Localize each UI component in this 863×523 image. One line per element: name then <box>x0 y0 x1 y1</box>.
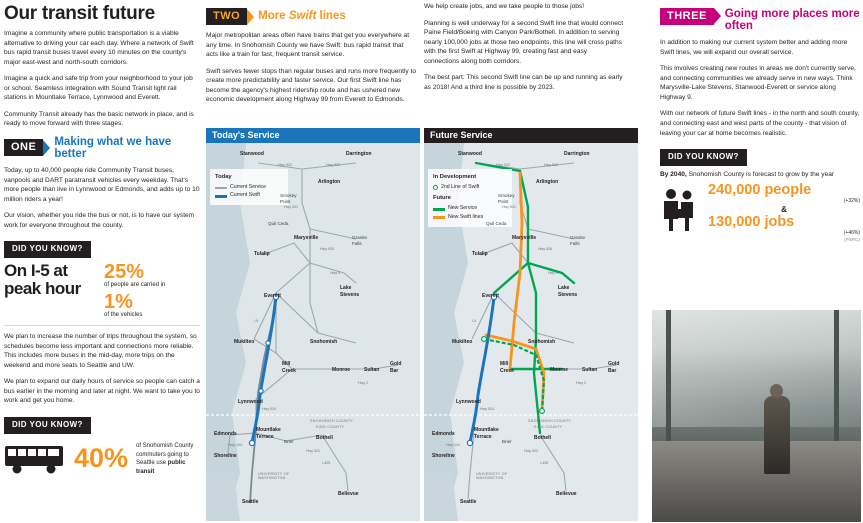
map-city-bellevue: Bellevue <box>338 491 359 497</box>
i5-stat-percent-1: 1% <box>104 290 133 313</box>
fmap-city-smokey-point: Smokey Point <box>498 193 515 205</box>
fmap-i5-label: I-5 <box>472 319 477 323</box>
fmap-city-stanwood: Stanwood <box>458 151 482 157</box>
future-legend-label-0: 2nd Line of Swift <box>441 183 480 190</box>
future-legend-title-2: Future <box>433 195 452 202</box>
fmap-city-tulalip: Tulalip <box>472 251 488 257</box>
map-section <box>206 128 638 521</box>
fmap-hwy-530: Hwy 530 <box>544 163 558 167</box>
section-one-title: Making what we have better <box>54 135 172 160</box>
growth-people-note: (+32%) <box>843 197 860 204</box>
fmap-city-mill-creek: Mill Creek <box>500 361 514 374</box>
future-legend-label-1: New Service <box>448 205 478 212</box>
fmap-city-sultan: Sultan <box>582 367 598 373</box>
i5-stat-line-1: On I-5 at <box>4 261 68 281</box>
future-service-map-canvas[interactable] <box>424 143 638 521</box>
i5-stat-text-1: of people are carried in <box>104 282 166 289</box>
section-three-arrow-icon <box>714 8 721 24</box>
today-legend-item-1 <box>215 192 283 200</box>
photo-glass-shelter <box>652 310 861 427</box>
fmap-city-mountlake-terrace: Mountlake Terrace <box>474 427 499 440</box>
fmap-city-arlington: Arlington <box>536 179 559 185</box>
section-one-number: ONE <box>4 139 43 156</box>
map-city-lake-stevens: Lake Stevens <box>340 285 360 298</box>
today-legend-item-0 <box>215 184 283 192</box>
column-three <box>424 2 624 99</box>
map-city-brier: Brier <box>284 439 294 444</box>
map-city-mukilteo: Mukilteo <box>234 339 255 345</box>
todays-service-header: Today's Service <box>206 128 420 144</box>
map-city-sultan: Sultan <box>364 367 380 373</box>
section-two-heading <box>206 8 416 25</box>
section-one-heading <box>4 136 200 160</box>
fmap-uw-label: UNIVERSITY OF WASHINGTON <box>476 472 508 480</box>
future-legend-item-1 <box>433 205 507 213</box>
second-swift-dot-icon <box>433 185 438 190</box>
future-service-header: Future Service <box>424 128 638 144</box>
fmap-city-granite-falls: Granite Falls <box>570 235 586 247</box>
section-two-paragraph-2: Swift serves fewer stops than regular buses and runs more frequently to create more predictability and faster service. Our first Swift line has become the agency's highest ridership route and has ushered new economic development along Highway 99 from Everett to Edmonds. <box>206 67 417 104</box>
section-two-title <box>258 10 346 22</box>
section-two-paragraph-3: We help create jobs, and we take people to those jobs! <box>424 3 585 10</box>
fmap-city-lynnwood: Lynnwood <box>456 399 481 405</box>
i5-stat-block <box>4 262 200 319</box>
section-two-arrow-icon <box>247 9 254 25</box>
map-city-edmonds: Edmonds <box>214 431 237 437</box>
map-city-tulalip: Tulalip <box>254 251 270 257</box>
intro-paragraph-1: Imagine a community where public transportation is a viable alternative to driving your car each day. Where a network of Swift bus rapid transit buses travel every 10 minutes on the county's major east-west and north-south corridors. <box>4 30 194 66</box>
fmap-city-snohomish: Snohomish <box>528 339 556 345</box>
fmap-city-edmonds: Edmonds <box>432 431 455 437</box>
growth-stat-block <box>660 183 860 236</box>
fmap-king-county-label: KING COUNTY <box>534 425 563 429</box>
fmap-hwy-522: Hwy 522 <box>524 449 538 453</box>
today-legend-label-1: Current Swift <box>230 192 260 199</box>
map-city-lynnwood: Lynnwood <box>238 399 263 405</box>
fmap-city-brier: Brier <box>502 439 512 444</box>
future-service-map <box>424 128 638 521</box>
today-legend-label-0: Current Service <box>230 183 267 190</box>
section-one-paragraph-4: We plan to expand our daily hours of service so people can catch a bus earlier in the morning and later at night. We want to take you to work and get you home. <box>4 378 200 405</box>
map-city-granite-falls: Granite Falls <box>352 235 368 247</box>
fmap-hwy-104: Hwy 104 <box>446 443 460 447</box>
fmap-hwy-2: Hwy 2 <box>576 381 586 385</box>
column-two <box>206 2 416 112</box>
fmap-city-everett: Everett <box>482 293 499 299</box>
section-three-number: THREE <box>660 8 714 25</box>
map-city-seattle: Seattle <box>242 499 259 505</box>
todays-service-map-canvas[interactable] <box>206 143 420 521</box>
map-hwy-532: Hwy 532 <box>278 163 292 167</box>
map-city-smokey-point: Smokey Point <box>280 193 297 205</box>
growth-source: (PSRC) <box>844 236 860 242</box>
section-three-paragraph-2: This involves creating new routes in areas we don't currently serve, and connecting communities we already serve in new ways. Think Marysville-Lake Stevens, Stanwood-Everett or service along Highway 9. <box>660 65 856 101</box>
map-city-mountlake-terrace: Mountlake Terrace <box>256 427 281 440</box>
fmap-hwy-528: Hwy 528 <box>538 247 552 251</box>
fmap-city-seattle: Seattle <box>460 499 477 505</box>
transit-percent-40: 40% <box>74 443 129 474</box>
transit-stat-text-bold: public transit <box>136 460 186 476</box>
section-two-paragraph-5: The best part: This second Swift line can be up and running as early as 2018! And a third line is possible by 2023. <box>424 74 623 91</box>
transit-stat-text: of Snohomish County commuters going to Seattle use <box>136 442 194 467</box>
map-city-quil-ceda: Quil Ceda <box>268 221 289 226</box>
growth-amp: & <box>781 204 787 214</box>
growth-people-stat: 240,000 people <box>708 182 812 199</box>
today-legend-title: Today <box>215 174 232 180</box>
map-hwy-524: Hwy 524 <box>262 407 276 411</box>
growth-jobs-note: (+46%) <box>843 229 860 236</box>
fmap-hwy-524: Hwy 524 <box>480 407 494 411</box>
section-two-title-pre: More <box>258 10 289 23</box>
fmap-city-bothell: Bothell <box>534 435 551 441</box>
section-three-paragraph-3: With our network of future Swift lines - in the north and south county, and connecting east and west parts of the county - that vision of leaving your car at home becomes realistic. <box>660 110 860 137</box>
section-three-title: Going more places more often <box>724 8 860 33</box>
map-uw-label: UNIVERSITY OF WASHINGTON <box>258 472 290 480</box>
section-one-arrow-icon <box>43 140 50 156</box>
i5-stat-line-2: peak hour <box>4 278 81 298</box>
column-four <box>660 2 860 243</box>
current-service-swatch-icon <box>215 187 227 189</box>
map-hwy-528: Hwy 528 <box>320 247 334 251</box>
map-city-darrington: Darrington <box>346 151 372 157</box>
section-three-heading <box>660 8 860 32</box>
new-swift-swatch-icon <box>433 216 445 219</box>
bus-stop-photo <box>652 310 861 522</box>
growth-lead <box>660 170 860 180</box>
map-city-monroe: Monroe <box>332 367 351 373</box>
intro-paragraph-2: Imagine a quick and safe trip from your neighborhood to your job or school. Seamless integration with Sound Transit light rail stations in Mountlake Terrace, Lynnwood and Everett. <box>4 75 193 102</box>
current-swift-swatch-icon <box>215 195 227 198</box>
map-city-mill-creek: Mill Creek <box>282 361 296 374</box>
section-one-paragraph-3: We plan to increase the number of trips throughout the system, so schedules become less important and connections more reliable. This includes more buses in the mid-day, more trips on the weekend and more seats to Seattle and UW. <box>4 333 197 369</box>
future-legend-title-1: In Development <box>433 174 477 180</box>
map-hwy-531: Hwy 531 <box>284 205 298 209</box>
map-city-bothell: Bothell <box>316 435 333 441</box>
today-map-legend <box>210 169 288 205</box>
people-icon <box>660 187 700 233</box>
i5-stat-percent-25: 25% <box>104 261 145 284</box>
map-hwy-104: Hwy 104 <box>228 443 242 447</box>
todays-service-map <box>206 128 420 521</box>
section-two-title-swift: Swift <box>288 10 317 23</box>
fmap-hwy-532: Hwy 532 <box>496 163 510 167</box>
section-one-paragraph-2: Our vision, whether you ride the bus or not, is to have our system work for everyone throughout the county. <box>4 212 195 229</box>
photo-person-body <box>764 396 790 474</box>
fmap-city-bellevue: Bellevue <box>556 491 577 497</box>
bus-icon <box>4 442 66 476</box>
map-city-stanwood: Stanwood <box>240 151 264 157</box>
did-you-know-badge-1: DID YOU KNOW? <box>4 241 91 258</box>
did-you-know-badge-3: DID YOU KNOW? <box>660 149 747 166</box>
future-legend-item-0 <box>433 184 507 192</box>
i5-stat-text-2: of the vehicles <box>104 311 143 318</box>
map-king-county-label: KING COUNTY <box>316 425 345 429</box>
fmap-city-darrington: Darrington <box>564 151 590 157</box>
intro-paragraph-3: Community Transit already has the basic network in place, and is ready to move forward with three stages. <box>4 110 194 128</box>
map-city-shoreline: Shoreline <box>214 453 237 459</box>
page-title: Our transit future <box>4 3 155 24</box>
map-city-snohomish: Snohomish <box>310 339 338 345</box>
did-you-know-badge-2: DID YOU KNOW? <box>4 417 91 434</box>
fmap-i405-label: I-405 <box>540 461 549 465</box>
fmap-hwy-9: Hwy 9 <box>548 271 558 275</box>
map-city-marysville: Marysville <box>294 235 319 241</box>
future-legend-label-2: New Swift lines <box>448 213 484 220</box>
section-two-title-post: lines <box>316 10 346 23</box>
transit-commuters-stat <box>4 442 200 477</box>
fmap-hwy-531: Hwy 531 <box>502 205 516 209</box>
map-city-arlington: Arlington <box>318 179 341 185</box>
photo-person-head <box>770 384 783 398</box>
section-two-paragraph-1: Major metropolitan areas often have trains that get you everywhere at any time. In Snohomish County we have Swift: bus rapid transit that acts like a train for fast, frequent transit service. <box>206 32 410 59</box>
map-hwy-2: Hwy 2 <box>358 381 368 385</box>
fmap-city-shoreline: Shoreline <box>432 453 455 459</box>
column-one <box>4 2 200 521</box>
fmap-city-monroe: Monroe <box>550 367 569 373</box>
map-hwy-530: Hwy 530 <box>326 163 340 167</box>
map-i5-label: I-5 <box>254 319 259 323</box>
section-one-paragraph-1: Today, up to 40,000 people ride Community Transit buses, vanpools and DART paratransit vehicles every weekday. That's more people than live in Lynnwood or Edmonds, and adds up to 10 million riders a year! <box>4 167 200 203</box>
fmap-city-marysville: Marysville <box>512 235 537 241</box>
map-i405-label: I-405 <box>322 461 331 465</box>
section-two-number: TWO <box>206 8 247 25</box>
divider-1 <box>4 325 200 326</box>
map-hwy-9: Hwy 9 <box>330 271 340 275</box>
fmap-city-gold-bar: Gold Bar <box>608 361 620 374</box>
photo-platform <box>652 441 861 522</box>
fmap-city-mukilteo: Mukilteo <box>452 339 473 345</box>
map-city-everett: Everett <box>264 293 281 299</box>
fmap-city-quil-ceda: Quil Ceda <box>486 221 507 226</box>
growth-jobs-stat: 130,000 jobs <box>708 214 795 231</box>
growth-lead-bold: By 2040, <box>660 170 687 178</box>
map-snohomish-county-label: SNOHOMISH COUNTY <box>310 419 354 423</box>
map-city-gold-bar: Gold Bar <box>390 361 402 374</box>
fmap-city-lake-stevens: Lake Stevens <box>558 285 578 298</box>
fmap-snohomish-county-label: SNOHOMISH COUNTY <box>528 419 572 423</box>
section-three-paragraph-1: In addition to making our current system better and adding more Swift lines, we will expand our overall service. <box>660 39 848 56</box>
map-hwy-522: Hwy 522 <box>306 449 320 453</box>
section-two-paragraph-4: Planning is well underway for a second Swift line that would connect Paine Field/Boeing with Canyon Park/Bothell. In addition to serving nearly 100,000 jobs at those two endpoints, this line will cross paths with the first Swift at Highway 99, creating fast and easy connections along both corridors. <box>424 19 624 65</box>
new-service-swatch-icon <box>433 208 445 211</box>
growth-lead-rest: Snohomish County is forecast to grow by the year <box>686 170 835 178</box>
